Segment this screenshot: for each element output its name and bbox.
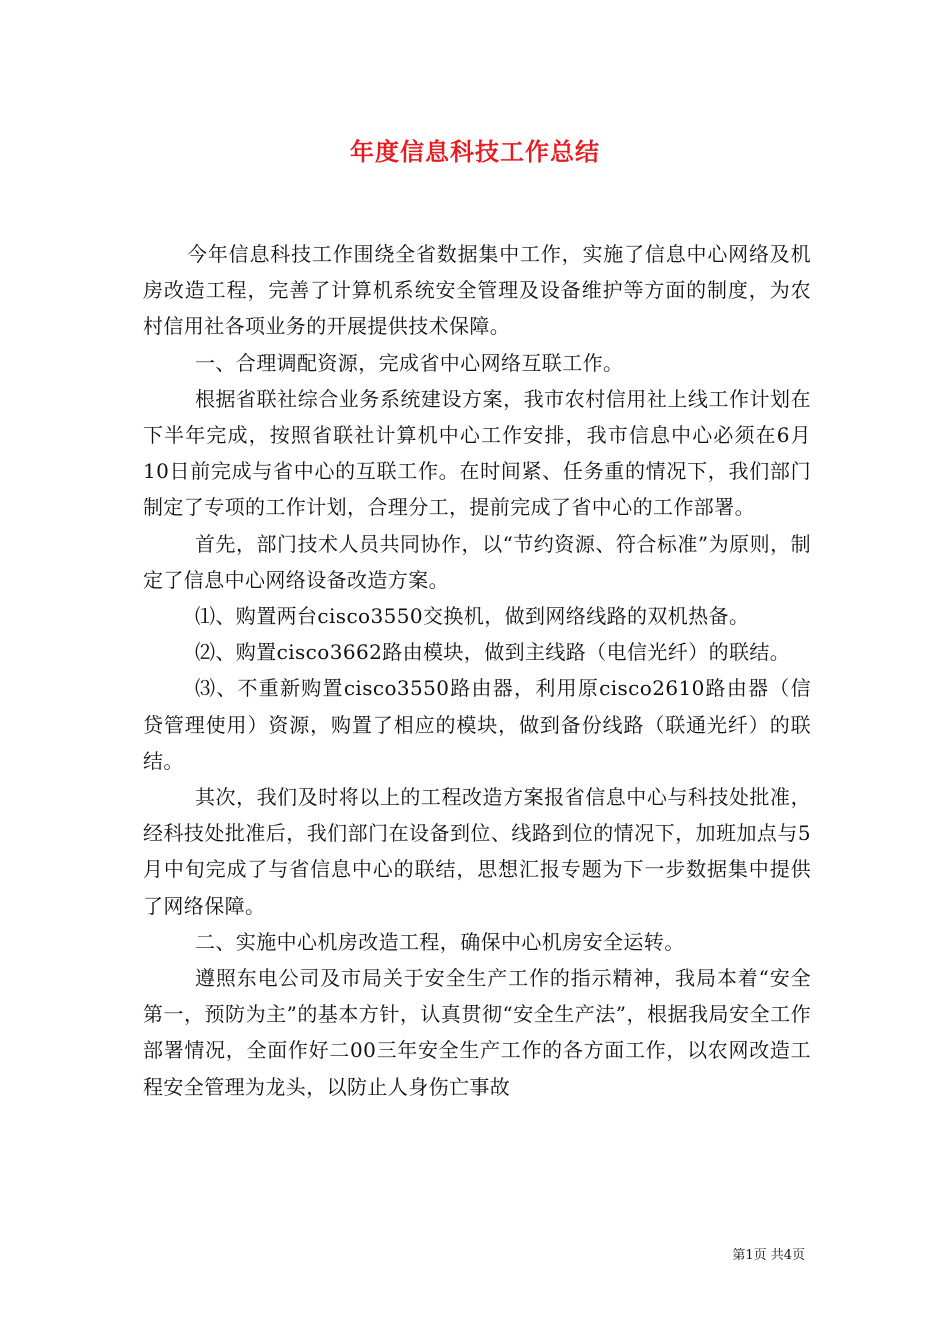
paragraph: 根据省联社综合业务系统建设方案，我市农村信用社上线工作计划在下半年完成，按照省联社计算机中心工作安排，我市信息中心必须在6月10日前完成与省中心的互联工作。在时间紧、任务重的情况下，我们部门制定了专项的工作计划，合理分工，提前完成了省中心的工作部署。 <box>143 386 811 520</box>
document-title: 年度信息科技工作总结 <box>350 138 600 166</box>
paragraph-intro: 今年信息科技工作围绕全省数据集中工作，实施了信息中心网络及机房改造工程，完善了计算机系统安全管理及设备维护等方面的制度，为农村信用社各项业务的开展提供技术保障。 <box>143 242 811 339</box>
paragraph: 首先，部门技术人员共同协作，以“节约资源、符合标准”为原则，制定了信息中心网络设备改造方案。 <box>143 531 811 592</box>
list-item: ⑶、不重新购置cisco3550路由器，利用原cisco2610路由器（信贷管理使用）资源，购置了相应的模块，做到备份线路（联通光纤）的联结。 <box>143 676 811 773</box>
section-heading-1: 一、合理调配资源，完成省中心网络互联工作。 <box>195 350 624 375</box>
document-body <box>143 236 811 1105</box>
list-item: ⑴、购置两台cisco3550交换机，做到网络线路的双机热备。 <box>195 604 750 629</box>
page-number: 第1页 共4页 <box>732 1248 805 1263</box>
paragraph: 其次，我们及时将以上的工程改造方案报省信息中心与科技处批准，经科技处批准后，我们部门在设备到位、线路到位的情况下，加班加点与5月中旬完成了与省信息中心的联结，思想汇报专题为下一步数据集中提供了网络保障。 <box>143 785 811 918</box>
list-item: ⑵、购置cisco3662路由模块，做到主线路（电信光纤）的联结。 <box>195 640 791 665</box>
paragraph: 遵照东电公司及市局关于安全生产工作的指示精神，我局本着“安全第一，预防为主”的基本方针，认真贯彻“安全生产法”，根据我局安全工作部署情况，全面作好二00三年安全生产工作的各方面工作，以农网改造工程安全管理为龙头，以防止人身伤亡事故 <box>143 966 811 1099</box>
section-heading-2: 二、实施中心机房改造工程，确保中心机房安全运转。 <box>195 929 685 954</box>
